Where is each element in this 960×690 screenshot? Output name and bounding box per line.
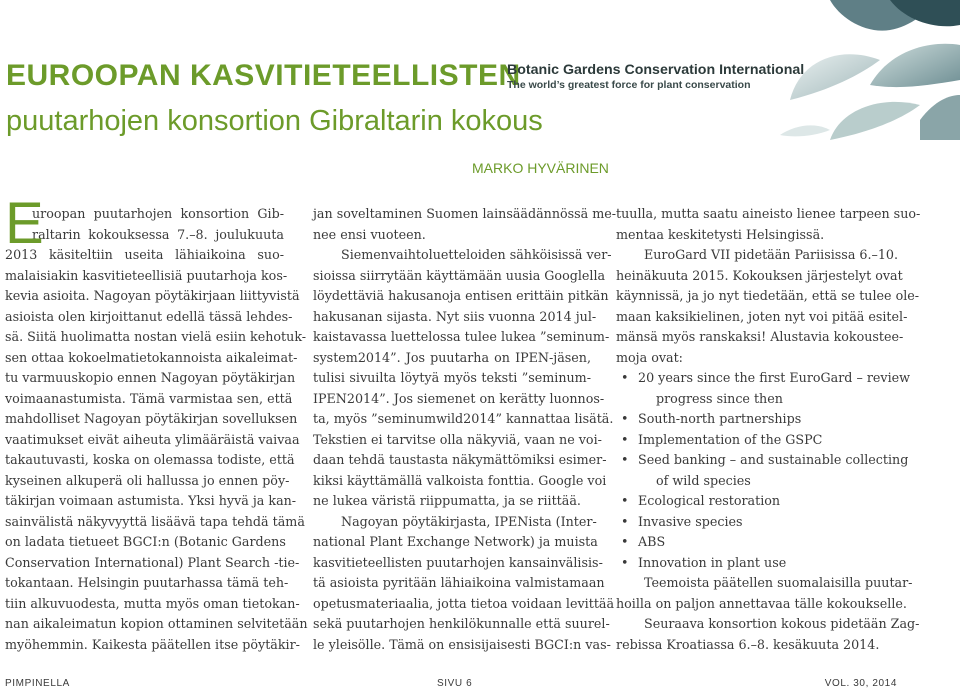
body-line: malaisiakin kasvitieteellisiä puutarhoja kos- (5, 267, 288, 283)
theme-list-item-continuation (616, 471, 898, 492)
theme-label: Implementation of the GSPC (638, 431, 823, 447)
body-line: kaistavassa luettelossa tulee lukea ”seminum- (313, 329, 610, 344)
theme-list (616, 368, 910, 573)
theme-label: of wild species (656, 472, 751, 488)
theme-label: South-north partnerships (638, 411, 802, 426)
bullet-icon: • (621, 493, 629, 508)
body-line: raltarin kokouksessa 7.–8. joulukuuta (32, 226, 284, 242)
theme-list-item (616, 491, 898, 512)
body-line: 2013 käsiteltiin useita lähiaikoina suo- (5, 247, 284, 262)
body-line: mentaa keskitetysti Helsingissä. (616, 226, 825, 242)
body-line: mahdolliset Nagoyan pöytäkirjan sovelluksen (5, 411, 298, 426)
theme-list-item (616, 450, 909, 471)
footer-page-number: SIVU 6 (437, 678, 473, 689)
body-line: Conservation International) Plant Search -tie- (5, 554, 300, 570)
theme-label: Ecological restoration (638, 493, 781, 508)
bgci-logo-tagline: The world’s greatest force for plant conservation (507, 79, 751, 91)
body-line: sioissa siirrytään käyttämään uusia Googlella (313, 267, 606, 283)
bullet-icon: • (621, 452, 629, 467)
article-title-line1: EUROOPAN KASVITIETEELLISTEN (6, 59, 521, 92)
body-line: Seuraava konsortion kokous pidetään Zag- (644, 616, 920, 631)
bullet-icon: • (621, 513, 629, 529)
bullet-icon: • (621, 431, 629, 447)
theme-list-item (616, 409, 898, 430)
body-line: myöhemmin. Kaikesta päätellen itse pöytäkir- (5, 636, 300, 652)
body-line: tu varmuuskopio ennen Nagoyan pöytäkirjan (5, 370, 296, 385)
author-byline: MARKO HYVÄRINEN (472, 160, 609, 176)
body-line: Nagoyan pöytäkirjasta, IPENista (Inter- (341, 513, 597, 529)
body-line: moja ovat: (616, 349, 683, 365)
body-line: national Plant Exchange Network) ja muista (313, 534, 598, 549)
footer-volume: VOL. 30, 2014 (824, 678, 897, 689)
theme-list-item-continuation (616, 389, 898, 410)
bullet-icon: • (621, 411, 629, 426)
body-line: on ladata tietueet BGCI:n (Botanic Gardens (5, 534, 286, 549)
article-title-line2: puutarhojen konsortion Gibraltarin kokous (6, 105, 543, 137)
paragraph (313, 512, 615, 656)
body-line: sä. Siitä huolimatta nostan vielä esiin kehotuk- (5, 329, 307, 344)
body-line: kevia asioita. Nagoyan pöytäkirjaan liittyvistä (5, 288, 300, 303)
body-line: Teemoista päätellen suomalaisilla puutar- (644, 575, 913, 590)
text-column-1 (5, 191, 308, 655)
theme-label: progress since then (656, 390, 783, 406)
theme-list-item (616, 368, 910, 389)
text-column-2 (313, 204, 617, 655)
body-line: maan kaksikielinen, joten nyt voi pitää esitel- (616, 308, 908, 324)
bullet-icon: • (621, 554, 629, 570)
body-line: kasvitieteellisten puutarhojen kansainvälisis- (313, 554, 603, 570)
theme-list-item (616, 553, 898, 574)
paragraph (616, 614, 920, 655)
theme-label: 20 years since the first EuroGard – review (638, 370, 910, 385)
body-line: sainvälistä näkyvyyttä lisäävä tapa tehdä tämä (5, 513, 305, 529)
body-line: nee ensi vuoteen. (313, 226, 426, 242)
body-line: tä asioista pyritään lähiaikoina valmistamaan (313, 575, 605, 590)
body-line: uroopan puutarhojen konsortion Gib- (32, 206, 284, 221)
body-line: voimaanastumista. Tämä varmistaa sen, että (5, 390, 293, 406)
body-line: mänsä myös ranskaksi! Alustavia kokoustee- (616, 329, 904, 344)
body-line: rebissa Kroatiassa 6.–8. kesäkuuta 2014. (616, 636, 880, 652)
paragraph (616, 573, 913, 614)
paragraph (313, 245, 614, 512)
body-line: vaatimukset eivät aiheuta ylimääräistä vaivaa (5, 431, 300, 447)
body-line: jan soveltaminen Suomen lainsäädännössä me- (313, 206, 617, 221)
paragraph (313, 204, 617, 245)
body-line: Tekstien ei tarvitse olla näkyviä, vaan ne voi- (313, 431, 602, 447)
body-line: tuulla, mutta saatu aineisto lienee tarpeen suo- (616, 206, 921, 221)
bullet-icon: • (621, 370, 629, 385)
theme-label: Innovation in plant use (638, 554, 787, 570)
body-line: system2014”. Jos puutarha on IPEN-jäsen, (313, 349, 591, 365)
body-line: takautuvasti, koska on olemassa todiste, että (5, 452, 295, 467)
body-line: löydettäviä hakusanoja entisen erittäin pitkän (313, 288, 609, 303)
paragraph (616, 204, 921, 245)
theme-list-item (616, 532, 898, 553)
body-line: hakusanan sijasta. Nyt siis vuonna 2014 jul- (313, 308, 597, 324)
body-line: tokantaan. Helsingin puutarhassa tämä teh- (5, 575, 289, 590)
body-line: EuroGard VII pidetään Pariisissa 6.–10. (644, 247, 899, 262)
body-line: heinäkuuta 2015. Kokouksen järjestelyt ovat (616, 267, 903, 283)
body-line: sekä puutarhojen henkilökunnalle että suurel- (313, 616, 610, 631)
theme-label: ABS (638, 534, 666, 549)
bgci-logo-name: Botanic Gardens Conservation International (507, 62, 805, 78)
body-line: tulisi sivuilta löytyä myös teksti ”seminum- (313, 370, 591, 385)
body-line: tiin alkuvuodesta, mutta myös oman tietokan- (5, 595, 300, 611)
bullet-icon: • (621, 534, 629, 549)
theme-label: Seed banking – and sustainable collecting (638, 452, 909, 467)
body-line: ne lukea väristä riippumatta, ja se riittää. (313, 493, 581, 508)
body-line: sen ottaa kokoelmatietokannoista aikaleimat- (5, 349, 298, 365)
body-line: le yleisölle. Tämä on ensisijaisesti BGCI:n vas- (313, 636, 611, 652)
body-line: IPEN2014”. Jos siemenet on kerätty luonnos- (313, 390, 605, 406)
drop-cap-letter: E (5, 191, 44, 256)
body-line: kyseinen alkuperä oli hallussa jo ennen pöy- (5, 472, 290, 488)
theme-list-item (616, 430, 898, 451)
body-line: nan aikaleimatun kopion ottaminen selvitetään (5, 616, 308, 631)
body-line: käynnissä, ja jo nyt tiedetään, että se tulee ole- (616, 288, 920, 303)
body-line: ta, myös ”seminumwild2014” kannattaa lisätä. (313, 411, 614, 426)
theme-list-item (616, 512, 898, 533)
body-line: Siemenvaihtoluetteloiden sähköisissä ver- (341, 247, 612, 262)
body-line: hoilla on paljon annettavaa tälle kokoukselle. (616, 595, 907, 611)
body-line: asioista olen kirjoittanut edellä tässä lehdes- (5, 308, 293, 324)
body-line: täkirjan voimaan astumista. Yksi hyvä ja kan- (5, 493, 297, 508)
footer-publication: PIMPINELLA (5, 678, 70, 689)
paragraph (616, 245, 920, 368)
body-line: kiksi käyttämällä valkoista fonttia. Google voi (313, 472, 607, 488)
text-column-3 (616, 204, 921, 655)
body-line: opetusmateriaalia, jotta tietoa voidaan levittää (313, 595, 615, 611)
body-line: daan tehdä taustasta näkymättömiksi esimer- (313, 452, 607, 467)
theme-label: Invasive species (638, 513, 743, 529)
